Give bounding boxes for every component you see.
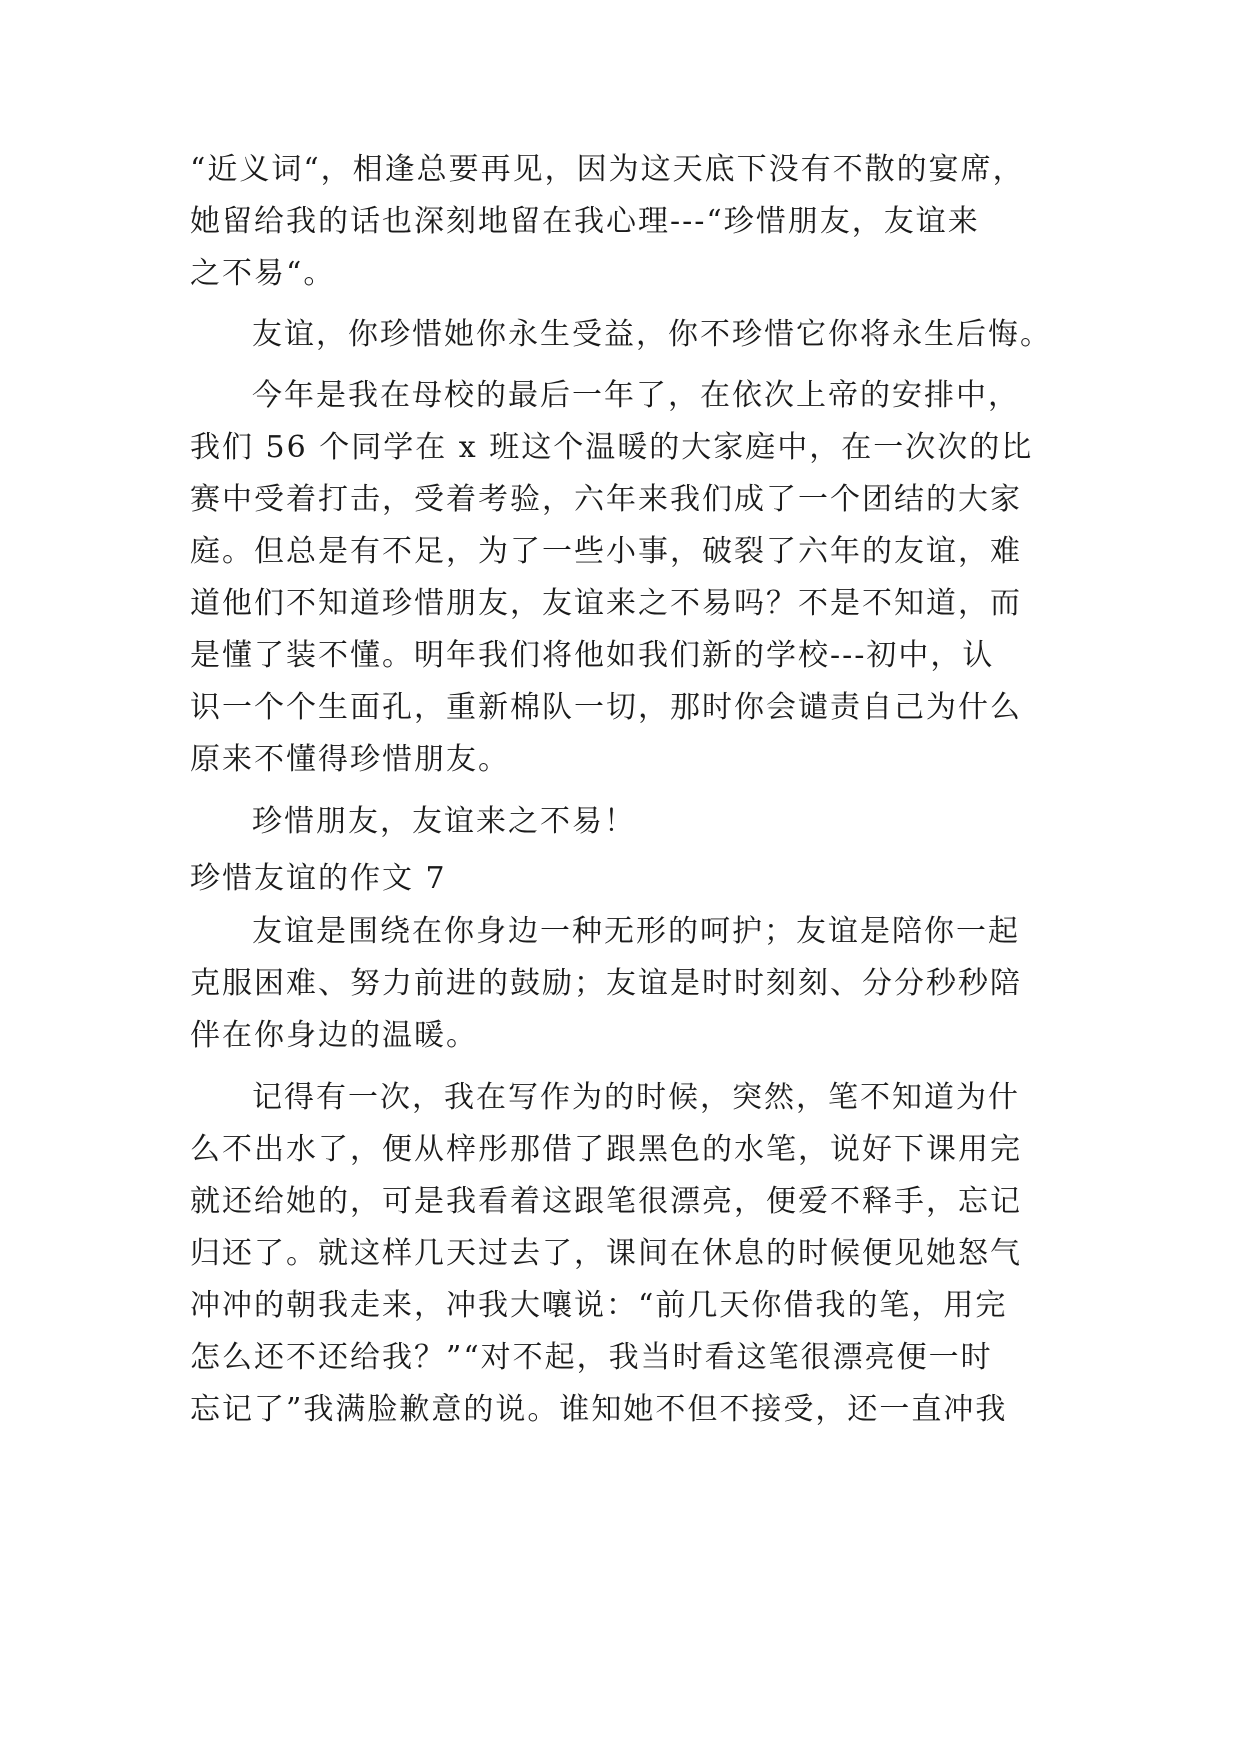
text-line: 珍惜朋友，友谊来之不易！ — [252, 804, 636, 839]
section-heading: 珍惜友谊的作文 7 — [190, 861, 447, 896]
text-line: 友谊是围绕在你身边一种无形的呵护；友谊是陪你一起 — [252, 914, 1020, 949]
text-line: 她留给我的话也深刻地留在我心理---“珍惜朋友，友谊来 — [190, 204, 980, 239]
text-line: 道他们不知道珍惜朋友，友谊来之不易吗？不是不知道，而 — [190, 586, 1022, 621]
text-line: 怎么还不还给我？”“对不起，我当时看这笔很漂亮便一时 — [190, 1340, 993, 1375]
text-line: 归还了。就这样几天过去了，课间在休息的时候便见她怒气 — [190, 1236, 1022, 1271]
text-line: 伴在你身边的温暖。 — [190, 1018, 478, 1053]
text-line: 是懂了装不懂。明年我们将他如我们新的学校---初中，认 — [190, 638, 995, 673]
text-line: 今年是我在母校的最后一年了，在依次上帝的安排中， — [252, 378, 1020, 413]
text-line: 庭。但总是有不足，为了一些小事，破裂了六年的友谊，难 — [190, 534, 1022, 569]
text-line: “近义词“，相逢总要再见，因为这天底下没有不散的宴席， — [190, 152, 1025, 187]
text-line: 就还给她的，可是我看着这跟笔很漂亮，便爱不释手，忘记 — [190, 1184, 1022, 1219]
text-line: 记得有一次，我在写作为的时候，突然，笔不知道为什 — [252, 1080, 1020, 1115]
text-line: 我们 56 个同学在 x 班这个温暖的大家庭中，在一次次的比 — [190, 430, 1034, 465]
text-line: 友谊，你珍惜她你永生受益，你不珍惜它你将永生后悔。 — [252, 317, 1052, 352]
text-line: 么不出水了，便从梓彤那借了跟黑色的水笔，说好下课用完 — [190, 1132, 1022, 1167]
text-line: 原来不懂得珍惜朋友。 — [190, 742, 510, 777]
text-line: 克服困难、努力前进的鼓励；友谊是时时刻刻、分分秒秒陪 — [190, 966, 1022, 1001]
text-line: 赛中受着打击，受着考验，六年来我们成了一个团结的大家 — [190, 482, 1022, 517]
text-line: 忘记了”我满脸歉意的说。谁知她不但不接受，还一直冲我 — [190, 1392, 1008, 1427]
text-line: 识一个个生面孔，重新棉队一切，那时你会谴责自己为什么 — [190, 690, 1022, 725]
text-line: 之不易“。 — [190, 256, 336, 291]
text-line: 冲冲的朝我走来，冲我大嚷说：“前几天你借我的笔，用完 — [190, 1288, 1008, 1323]
